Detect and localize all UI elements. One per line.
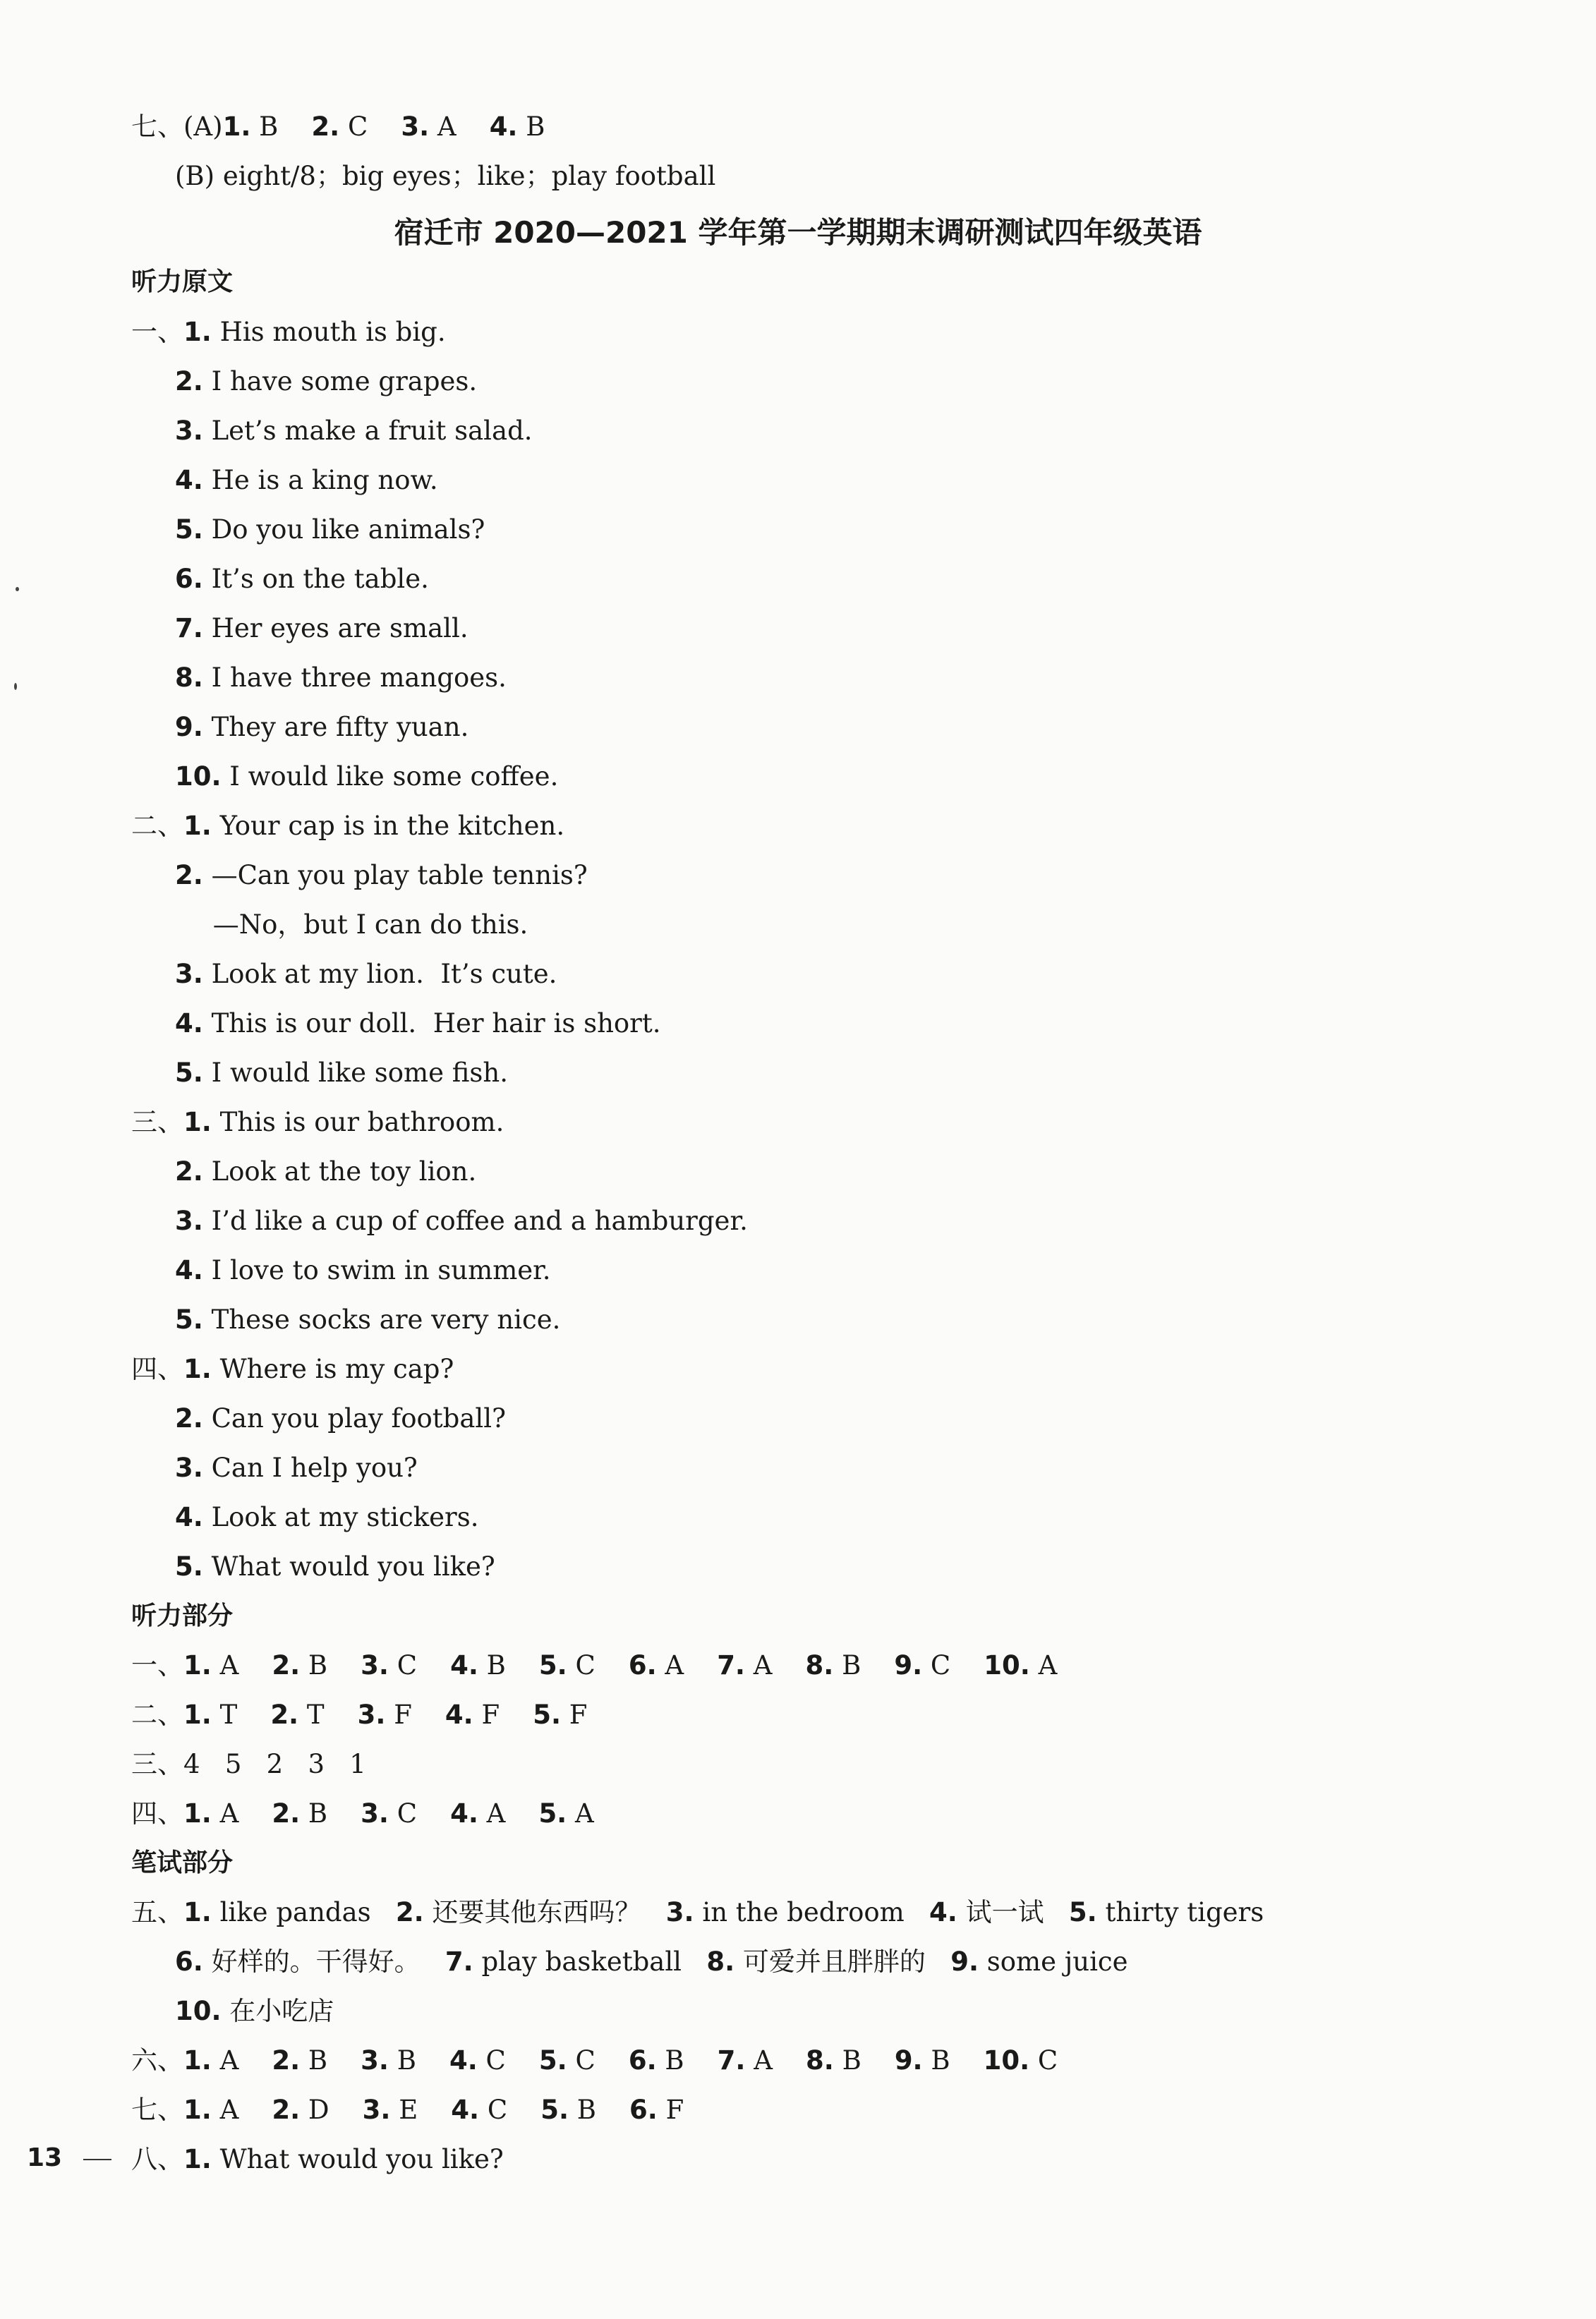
item-number: 6. [175,564,203,594]
section-prefix: 一、 [131,317,183,347]
section-prefix: 一、 [131,1650,183,1681]
answer-gap [238,2095,272,2125]
item-number: 10. [983,2045,1030,2076]
item-number: 5. [538,1798,567,1829]
item-number: 9. [894,2045,923,2076]
item-number: 3. [361,1650,389,1681]
item-number: 1. [183,1798,212,1829]
script-text: It’s on the table. [202,564,429,594]
script-line [205,900,528,950]
listening-answer-line [131,1641,1057,1690]
answer-value: 还要其他东西吗？ [423,1897,641,1927]
answer-value: A [1029,1650,1058,1681]
script-line [175,1295,560,1345]
script-line [175,1197,748,1246]
script-text: They are fifty yuan. [202,712,469,742]
script-line [175,1542,495,1592]
item-number: 2. [311,111,340,142]
item-number: 5. [175,1304,203,1335]
script-text: Her eyes are small. [202,613,468,643]
item-number: 3. [401,111,430,142]
q7-a-line [131,102,545,152]
script-text: I would like some coffee. [221,761,559,792]
answer-value: A [211,2045,239,2076]
script-line [175,505,485,555]
answer-gap [238,2045,272,2076]
answer-value: A [429,111,457,142]
item-number: 7. [445,1946,473,1977]
item-number: 8. [805,1650,834,1681]
answer-value: 试一试 [957,1897,1044,1927]
answer-gap [418,2095,451,2125]
section-prefix: 三、 [131,1749,183,1779]
script-text: —Can you play table tennis? [202,860,588,890]
item-number: 6. [175,1946,203,1977]
answer-value: A [211,2095,239,2125]
item-number: 9. [175,712,203,742]
answer-value: B [250,111,279,142]
answer-value: 4 5 2 3 1 [183,1749,366,1779]
answer-value: A [211,1798,239,1829]
answer-value: thirty tigers [1096,1897,1264,1927]
answer-value: A [478,1798,506,1829]
section-prefix: 二、 [131,1700,183,1730]
answer-gap [237,1700,270,1730]
listening-script-heading: 听力原文 [131,267,234,296]
item-number: 1. [183,2095,212,2125]
answer-gap [772,1650,805,1681]
written-answer-line [131,2036,1058,2085]
item-number: 2. [175,1403,203,1434]
answer-gap [327,2045,361,2076]
script-text: This is our bathroom. [211,1107,504,1137]
script-line [175,999,661,1048]
item-number: 3. [361,2045,389,2076]
answer-value: B [833,1650,862,1681]
section-prefix: 五、 [131,1897,183,1927]
item-number: 8. [706,1946,735,1977]
answer-value: B [478,1650,506,1681]
answer-gap [862,2045,895,2076]
page-number: 13 [27,2143,63,2172]
item-number: 7. [717,1650,745,1681]
item-number: 2. [175,860,203,890]
q7-b-text: (B) eight/8；big eyes；like；play football [175,161,716,191]
item-number: 5. [538,2045,567,2076]
item-number: 6. [628,2045,657,2076]
script-text: Look at the toy lion. [202,1156,477,1187]
answer-gap [950,2045,984,2076]
item-number: 4. [175,1255,203,1285]
answer-gap [327,1798,361,1829]
script-line [175,555,429,604]
item-number: 1. [183,317,212,347]
written-answer-line [131,2135,504,2184]
answer-value: C [477,2045,506,2076]
script-line [175,357,477,406]
answer-gap [905,1897,929,1927]
item-number: 4. [175,465,203,495]
answer-gap [682,1946,706,1977]
script-text: I love to swim in summer. [202,1255,551,1285]
item-number: 3. [175,416,203,446]
answer-value: F [561,1700,588,1730]
answer-gap [926,1946,950,1977]
item-number: 7. [175,613,203,643]
answer-gap [238,1798,272,1829]
answer-gap [416,2045,449,2076]
script-text: This is our doll. Her hair is short. [202,1008,661,1039]
script-line [175,752,558,801]
answer-gap [950,1650,984,1681]
answer-gap [1044,1897,1069,1927]
scan-speck [14,683,17,690]
answer-value: play basketball [473,1946,682,1977]
answer-gap [684,2045,718,2076]
item-number: 4. [450,1650,478,1681]
script-line [175,1443,418,1493]
answer-value: 可爱并且胖胖的 [734,1946,926,1977]
page-number-dash [83,2159,111,2160]
item-number: 6. [628,1650,657,1681]
answer-value: B [569,2095,596,2125]
section-prefix: 四、 [131,1798,183,1829]
answer-value: F [385,1700,412,1730]
script-line [175,950,557,999]
answer-value: What would you like? [211,2144,504,2174]
item-number: 2. [272,2095,301,2125]
item-number: 2. [395,1897,424,1927]
scan-speck [16,587,19,591]
answer-gap [412,1700,445,1730]
script-line [175,604,468,653]
item-number: 5. [175,1058,203,1088]
item-number: 4. [929,1897,957,1927]
answer-gap [330,2095,363,2125]
answer-value: A [211,1650,239,1681]
q7-b-line [175,152,715,201]
written-answer-line [175,1987,334,2036]
script-text: —No，but I can do this. [205,909,528,940]
item-number: 3. [175,959,203,989]
item-number: 2. [272,1798,301,1829]
item-number: 1. [183,1107,212,1137]
written-answer-line [175,1937,1128,1987]
written-answer-line [131,2085,684,2135]
answer-value: E [390,2095,418,2125]
script-line [131,801,564,851]
script-line [175,653,507,703]
written-part-heading: 笔试部分 [131,1848,234,1877]
answer-value: B [656,2045,684,2076]
answer-gap [417,1650,450,1681]
script-text: His mouth is big. [211,317,446,347]
script-text: Look at my stickers. [202,1502,479,1532]
answer-gap [596,2045,629,2076]
script-text: Your cap is in the kitchen. [211,811,565,841]
script-line [175,1246,551,1295]
section-prefix: 八、 [131,2144,183,2174]
item-number: 3. [175,1453,203,1483]
answer-value: C [567,2045,596,2076]
item-number: 10. [175,761,222,792]
answer-value: like pandas [211,1897,371,1927]
item-number: 5. [175,1551,203,1582]
listening-answer-line [131,1690,587,1740]
script-line [175,406,533,456]
script-text: Where is my cap? [211,1354,454,1384]
answer-value: A [745,1650,773,1681]
script-text: I’d like a cup of coffee and a hamburger. [202,1206,748,1236]
answer-value: C [339,111,368,142]
script-text: Can you play football? [202,1403,506,1434]
item-number: 6. [629,2095,658,2125]
item-number: 1. [222,111,251,142]
answer-value: C [479,2095,508,2125]
item-number: 1. [183,1700,212,1730]
script-text: Let’s make a fruit salad. [202,416,533,446]
answer-value: B [922,2045,950,2076]
answer-gap [773,2045,806,2076]
item-number: 1. [183,1650,212,1681]
item-number: 3. [357,1700,386,1730]
answer-value: B [517,111,545,142]
item-number: 1. [183,811,212,841]
answer-gap [325,1700,358,1730]
listening-answer-line [131,1789,594,1839]
answer-gap [641,1897,666,1927]
answer-value: D [300,2095,330,2125]
item-number: 2. [272,1650,301,1681]
answer-value: B [300,2045,328,2076]
item-number: 1. [183,1897,212,1927]
script-text: I would like some fish. [202,1058,509,1088]
listening-part-heading: 听力部分 [131,1601,234,1630]
section-prefix: 四、 [131,1354,183,1384]
item-number: 2. [175,366,203,396]
item-number: 3. [175,1206,203,1236]
item-number: 9. [950,1946,979,1977]
item-number: 4. [451,2095,480,2125]
item-number: 4. [450,1798,478,1829]
answer-gap [505,1798,538,1829]
answer-value: 好样的。干得好。 [202,1946,421,1977]
section-prefix: 三、 [131,1107,183,1137]
answer-gap [500,1700,533,1730]
answer-gap [506,2045,539,2076]
item-number: 5. [1068,1897,1097,1927]
answer-gap [417,1798,450,1829]
answer-value: F [473,1700,500,1730]
script-text: He is a king now. [202,465,438,495]
item-number: 4. [489,111,518,142]
answer-value: T [298,1700,325,1730]
answer-value: B [300,1798,328,1829]
answer-value: A [567,1798,594,1829]
script-line [131,1345,454,1394]
script-text: Can I help you? [202,1453,418,1483]
item-number: 2. [270,1700,299,1730]
answer-value: in the bedroom [694,1897,905,1927]
item-number: 3. [362,2095,391,2125]
answer-value: C [388,1798,418,1829]
answer-gap [861,1650,894,1681]
page-title: 宿迁市 2020—2021 学年第一学期期末调研测试四年级英语 [394,215,1202,250]
script-line [175,1147,476,1197]
answer-gap [238,1650,272,1681]
item-number: 3. [665,1897,694,1927]
answer-value: B [833,2045,862,2076]
script-line [175,456,438,505]
answer-value: C [922,1650,951,1681]
item-number: 4. [175,1008,203,1039]
answer-value: B [388,2045,416,2076]
answer-value: 在小吃店 [221,1996,334,2026]
answer-gap [506,1650,539,1681]
answer-value: some juice [979,1946,1128,1977]
answer-gap [596,1650,629,1681]
answer-gap [368,111,401,142]
answer-value: C [1029,2045,1058,2076]
item-number: 2. [175,1156,203,1187]
answer-value: A [745,2045,773,2076]
answer-value: T [211,1700,238,1730]
answer-gap [371,1897,396,1927]
script-line [175,1493,478,1542]
section-prefix: 七、 [131,2095,183,2125]
item-number: 5. [175,514,203,545]
item-number: 10. [984,1650,1030,1681]
item-number: 9. [894,1650,923,1681]
item-number: 5. [540,2095,569,2125]
answer-gap [327,1650,361,1681]
answer-gap [596,2095,629,2125]
item-number: 1. [183,2045,212,2076]
section-prefix: 二、 [131,811,183,841]
item-number: 5. [538,1650,567,1681]
item-number: 1. [183,1354,212,1384]
script-line [175,851,588,900]
answer-gap [507,2095,540,2125]
script-text: Do you like animals? [202,514,485,545]
item-number: 3. [361,1798,389,1829]
script-text: I have some grapes. [202,366,478,396]
script-line [131,308,446,357]
written-answer-line [131,1888,1264,1937]
answer-value: C [388,1650,418,1681]
script-line [175,703,468,752]
answer-value: A [656,1650,684,1681]
item-number: 8. [175,662,203,693]
answer-value: C [567,1650,596,1681]
item-number: 4. [175,1502,203,1532]
script-line [131,1098,504,1147]
section-prefix: 六、 [131,2045,183,2076]
listening-answer-line [131,1740,366,1789]
script-text: Look at my lion. It’s cute. [202,959,557,989]
script-line [175,1394,506,1443]
item-number: 10. [175,1996,222,2026]
item-number: 2. [272,2045,301,2076]
answer-gap [278,111,311,142]
section-prefix: 七、(A) [131,111,223,142]
script-text: I have three mangoes. [202,662,507,693]
script-line [175,1048,508,1098]
answer-gap [421,1946,445,1977]
answer-value: B [300,1650,328,1681]
script-text: What would you like? [202,1551,495,1582]
item-number: 4. [449,2045,478,2076]
answer-gap [457,111,490,142]
item-number: 4. [445,1700,473,1730]
answer-gap [684,1650,717,1681]
item-number: 1. [183,2144,212,2174]
script-text: These socks are very nice. [202,1304,561,1335]
item-number: 8. [806,2045,834,2076]
answer-value: F [657,2095,684,2125]
item-number: 5. [533,1700,562,1730]
item-number: 7. [717,2045,746,2076]
